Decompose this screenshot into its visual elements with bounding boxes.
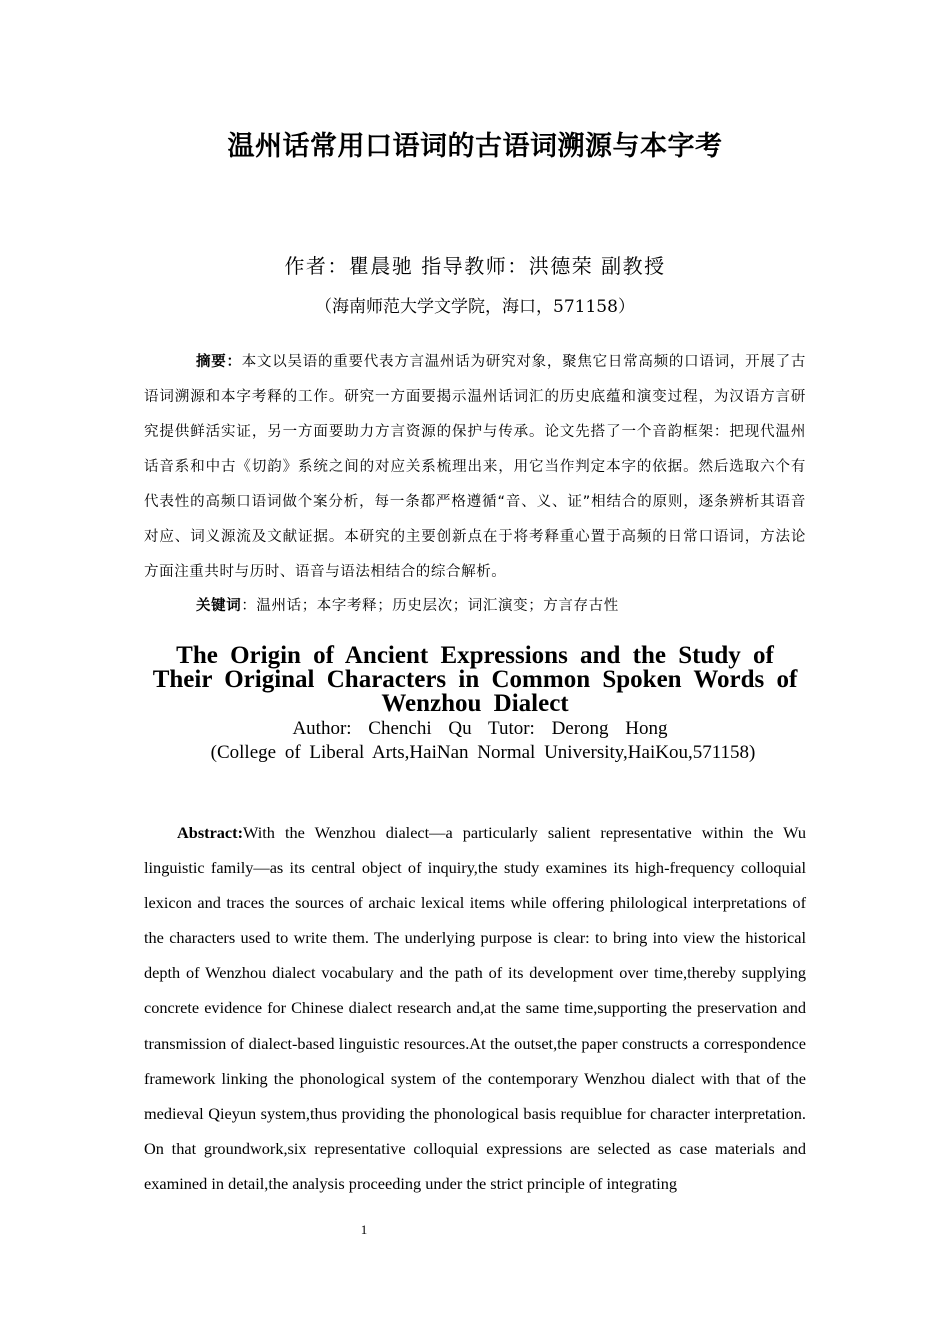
chinese-affiliation: （海南师范大学文学院，海口，571158） bbox=[315, 297, 635, 317]
english-abstract bbox=[144, 815, 806, 1201]
english-affiliation: (College of Liberal Arts,HaiNan Normal University,HaiKou,571158) bbox=[210, 742, 756, 763]
page-number: 1 bbox=[360, 1222, 368, 1237]
chinese-abstract-text: 本文以吴语的重要代表方言温州话为研究对象，聚焦它日常高频的口语词，开展了古语词溯源和本字考释的工作。研究一方面要揭示温州话词汇的历史底蕴和演变过程，为汉语方言研究提供鲜活实证，另一方面要助力方言资源的保护与传承。论文先搭了一个音韵框架：把现代温州话音系和中古《切韵》系统之间的对应关系梳理出来，用它当作判定本字的依据。然后选取六个有代表性的高频口语词做个案分析，每一条都严格遵循“音、义、证”相结合的原则，逐条辨析其语音对应、词义源流及文献证据。本研究的主要创新点在于将考释重心置于高频的日常口语词，方法论方面注重共时与历时、语音与语法相结合的综合解析。 bbox=[144, 354, 806, 580]
english-title: The Origin of Ancient Expressions and the Study of Their Original Characters in Common Spoken Words of Wenzhou Dialect bbox=[152, 642, 798, 717]
chinese-abstract bbox=[144, 345, 806, 590]
english-author-line: Author: Chenchi Qu Tutor: Derong Hong bbox=[292, 718, 668, 739]
chinese-keywords-text: ：温州话；本字考释；历史层次；词汇演变；方言存古性 bbox=[241, 598, 619, 614]
chinese-keywords bbox=[196, 592, 619, 620]
english-abstract-label: Abstract: bbox=[177, 823, 244, 842]
chinese-title: 温州话常用口语词的古语词溯源与本字考 bbox=[227, 131, 723, 162]
chinese-abstract-label: 摘要： bbox=[196, 354, 242, 370]
chinese-keywords-label: 关键词 bbox=[196, 598, 242, 614]
english-abstract-text: With the Wenzhou dialect—a particularly salient representative within the Wu linguistic family—as its central object of inquiry,the study examines its high-frequency colloquial lexicon and traces the sources of archaic lexical items while offering philological interpretations of the characters used to write them. The underlying purpose is clear: to bring into view the historical depth of Wenzhou dialect vocabulary and the path of its development over time,thereby supplying concrete evidence for Chinese dialect research and,at the same time,supporting the preservation and transmission of dialect-based linguistic resources.At the outset,the paper constructs a correspondence framework linking the phonological system of the contemporary Wenzhou dialect with that of the medieval Qieyun system,thus providing the phonological basis requiblue for character interpretation. On that groundwork,six representative colloquial expressions are selected as case materials and examined in detail,the analysis proceeding under the strict principle of integrating bbox=[144, 823, 806, 1193]
chinese-author-line: 作者：瞿晨驰 指导教师：洪德荣 副教授 bbox=[284, 254, 666, 278]
